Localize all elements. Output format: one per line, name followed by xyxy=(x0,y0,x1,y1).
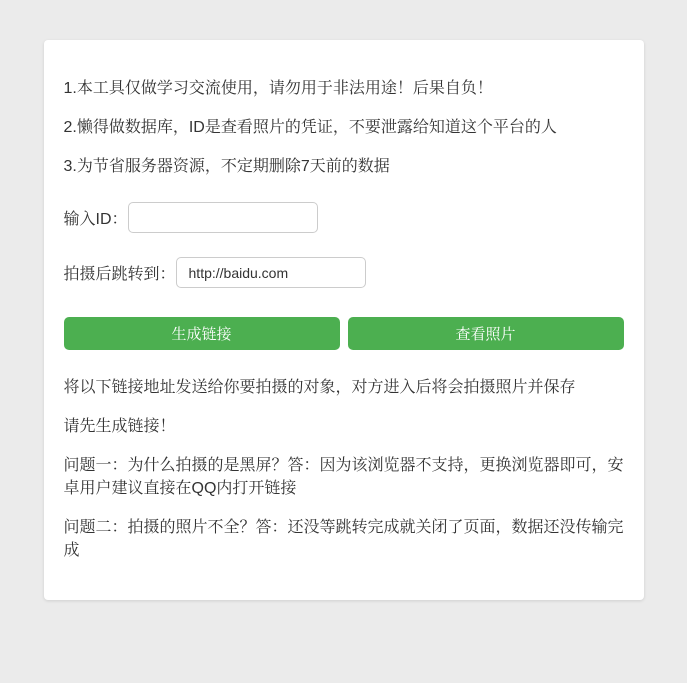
main-card xyxy=(44,40,644,600)
id-input-label: 输入ID： xyxy=(63,211,128,228)
instruction-generate-first: 请先生成链接！ xyxy=(63,418,176,435)
action-buttons xyxy=(64,317,624,350)
instruction-send-link: 将以下链接地址发送给你要拍摄的对象，对方进入后将会拍摄照片并保存 xyxy=(63,379,576,396)
faq-question-2: 问题二：拍摄的照片不全？答：还没等跳转完成就关闭了页面，数据还没传输完成 xyxy=(63,519,624,559)
id-input[interactable] xyxy=(128,202,318,233)
redirect-url-input[interactable] xyxy=(176,257,366,288)
redirect-input-label: 拍摄后跳转到： xyxy=(63,266,176,283)
notice-1: 1.本工具仅做学习交流使用，请勿用于非法用途！后果自负！ xyxy=(63,80,493,97)
notice-2: 2.懒得做数据库，ID是查看照片的凭证，不要泄露给知道这个平台的人 xyxy=(63,119,557,136)
notice-3: 3.为节省服务器资源，不定期删除7天前的数据 xyxy=(63,158,390,175)
id-input-row xyxy=(64,202,624,233)
redirect-input-row xyxy=(64,257,624,288)
faq-question-1: 问题一：为什么拍摄的是黑屏？答：因为该浏览器不支持，更换浏览器即可，安卓用户建议直接在QQ内打开链接 xyxy=(63,457,624,497)
generate-link-button[interactable]: 生成链接 xyxy=(64,317,340,350)
view-photos-button[interactable]: 查看照片 xyxy=(348,317,624,350)
